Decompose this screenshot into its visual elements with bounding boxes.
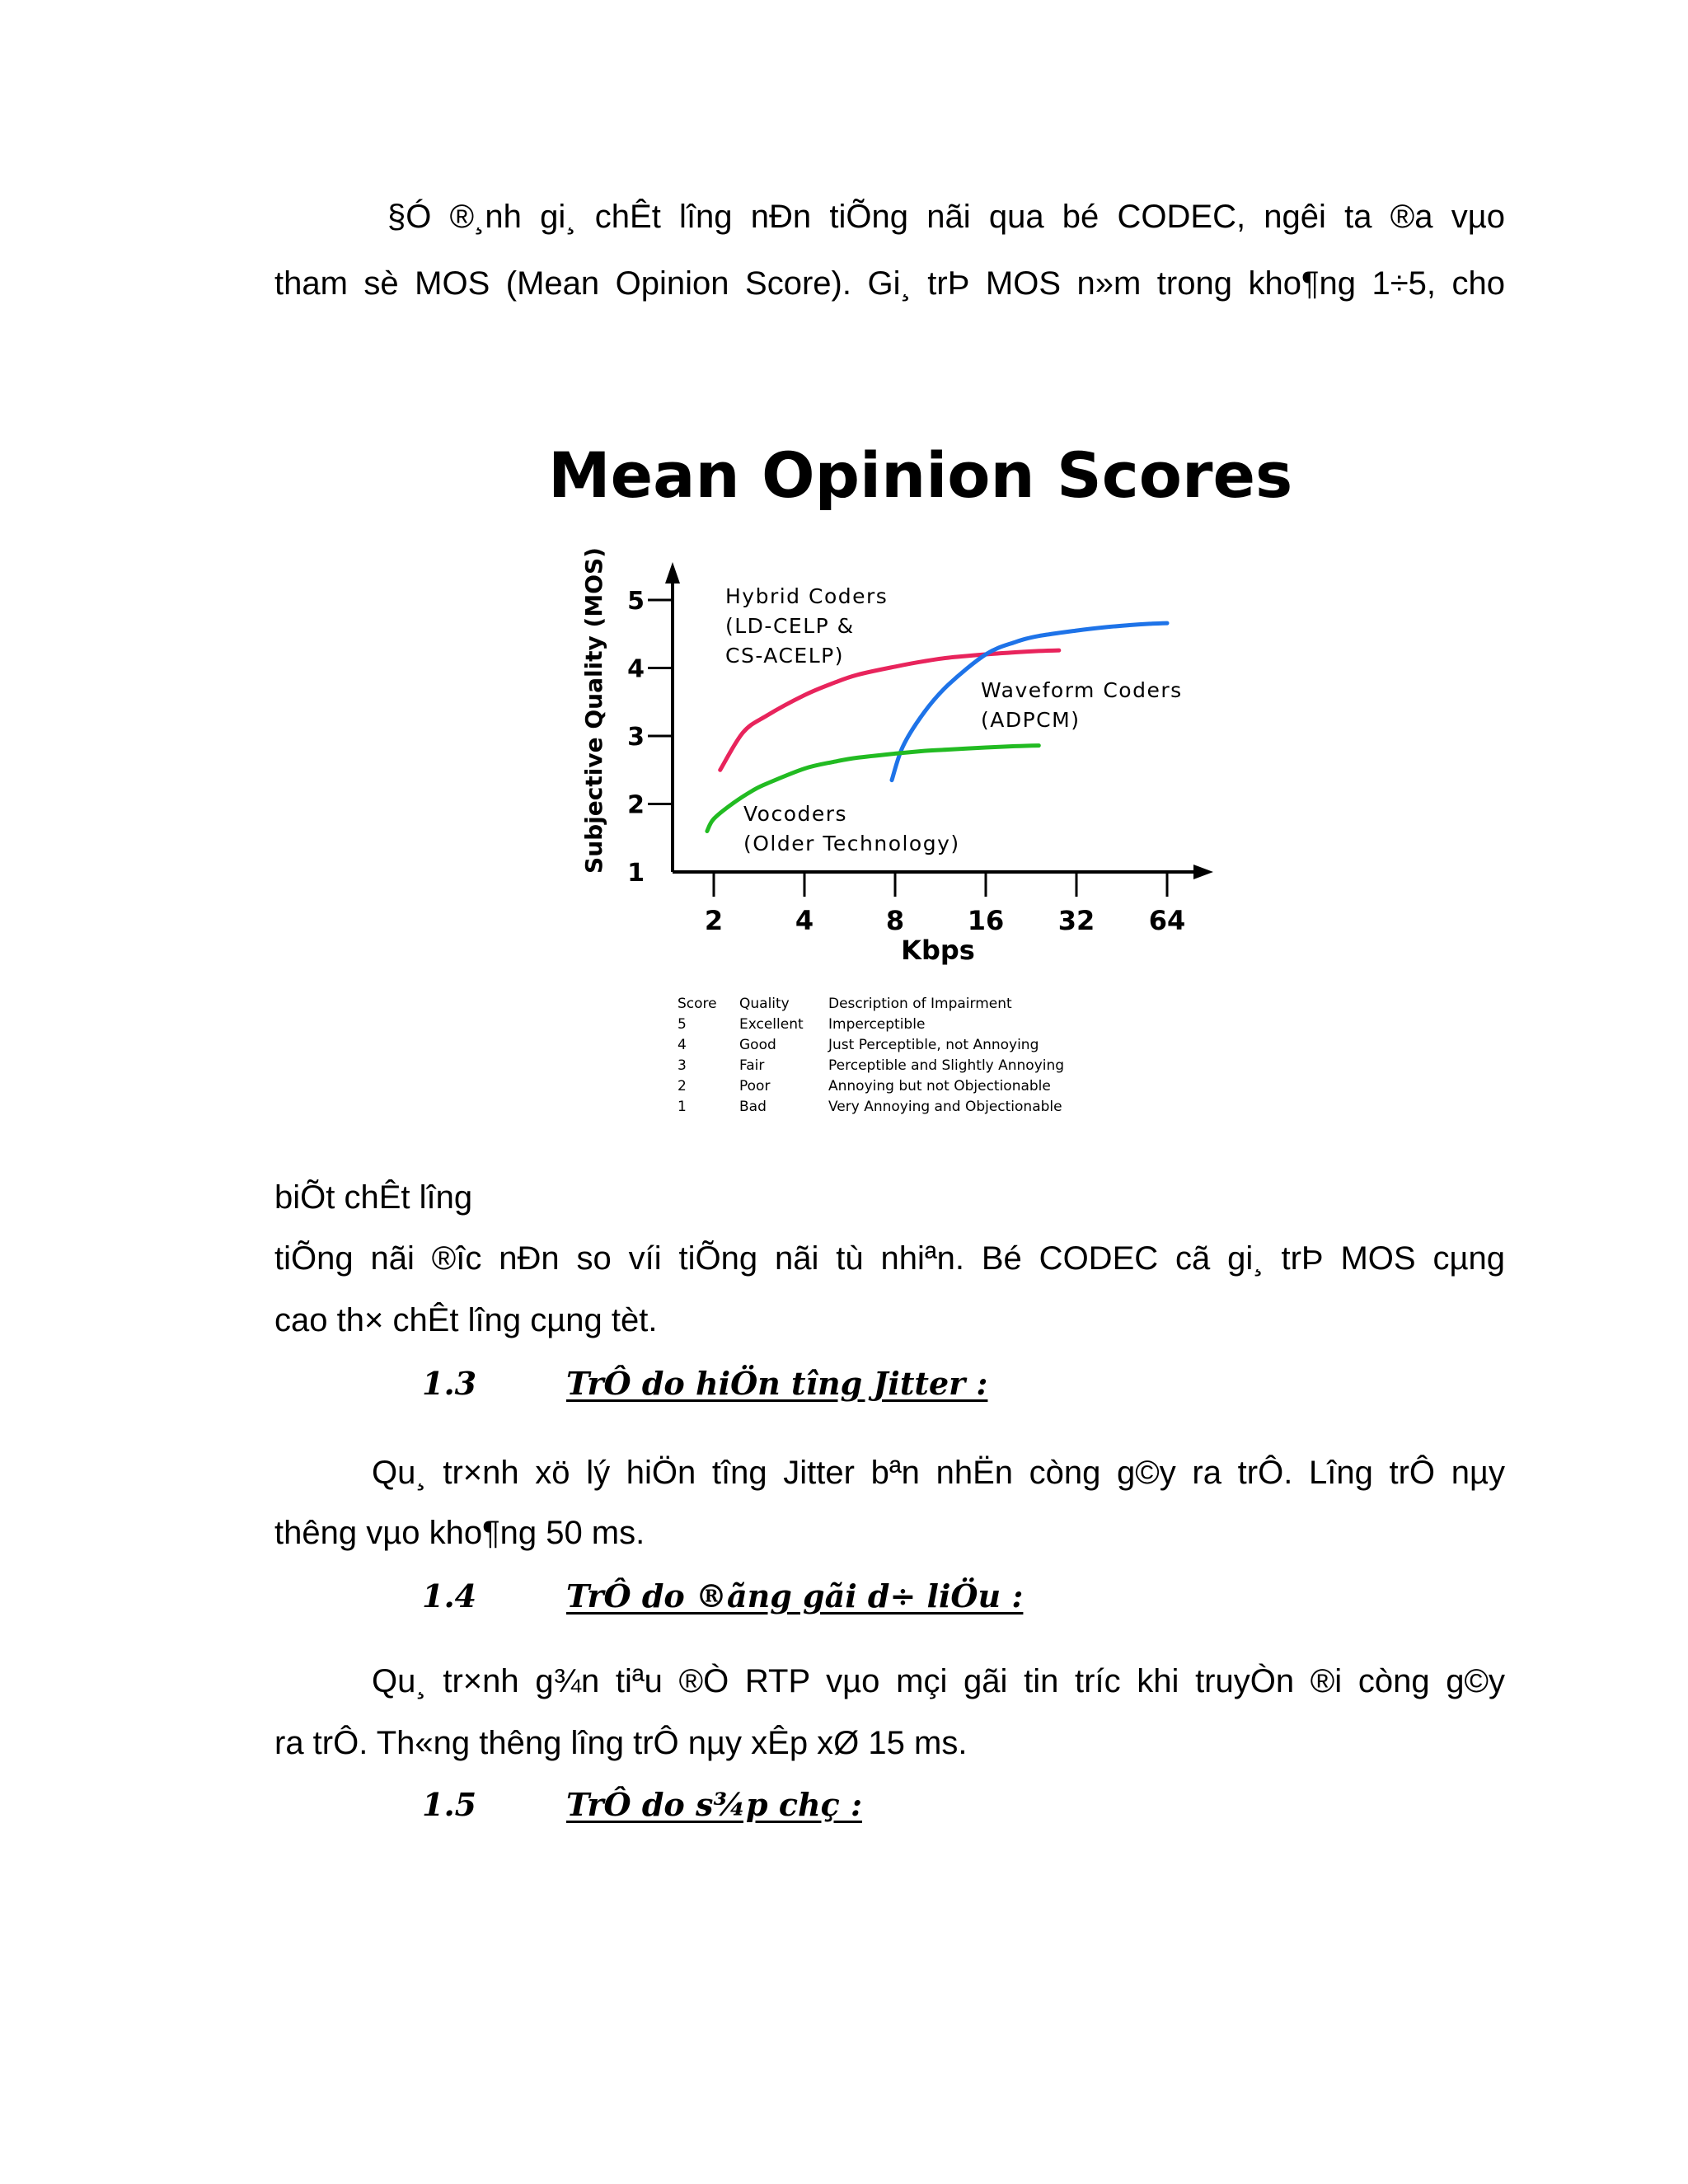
x-tick-label: 32: [1057, 905, 1095, 936]
after-chart-line-3: cao th× chÊt lîng cµng tèt.: [274, 1302, 658, 1338]
legend-cell: Bad: [739, 1099, 767, 1115]
y-axis-label: Subjective Quality (MOS): [580, 547, 607, 874]
section-number: 1.5: [422, 1786, 477, 1823]
x-tick-label: 2: [704, 905, 724, 936]
legend-cell: 4: [678, 1037, 687, 1053]
legend-cell: Very Annoying and Objectionable: [828, 1099, 1062, 1115]
legend-cell: 5: [678, 1016, 687, 1033]
section-number: 1.3: [422, 1365, 477, 1402]
legend-cell: Poor: [739, 1078, 771, 1094]
legend-header-cell: Quality: [739, 996, 790, 1012]
x-tick-label: 8: [885, 905, 905, 936]
legend-cell: Perceptible and Slightly Annoying: [828, 1057, 1065, 1074]
section-heading-1-4: [422, 1577, 1164, 1616]
vocoders-label: Vocoders: [743, 802, 848, 826]
chart-title: Mean Opinion Scores: [548, 438, 1293, 512]
y-tick-label: 5: [627, 587, 645, 616]
mos-chart: [569, 527, 1245, 972]
section-title: TrÔ do s¾p chç :: [566, 1786, 862, 1823]
section-1-3-line-2: thêng vµo kho¶ng 50 ms.: [274, 1515, 645, 1551]
waveform-coders-label: (ADPCM): [981, 708, 1081, 732]
y-tick-label: 2: [627, 790, 645, 820]
legend-cell: Annoying but not Objectionable: [828, 1078, 1051, 1094]
after-chart-line-2: tiÕng nãi ®îc nÐn so víi tiÕng nãi tù nhiªn. Bé CODEC cã gi¸ trÞ MOS cµng: [274, 1240, 1505, 1277]
after-chart-line-1: biÕt chÊt lîng: [274, 1179, 473, 1216]
y-tick-label: 1: [627, 859, 645, 888]
legend-cell: Good: [739, 1037, 776, 1053]
section-1-4-line-2: ra trÔ. Th«ng thêng lîng trÔ nµy xÊp xØ 15 ms.: [274, 1725, 968, 1761]
section-1-4-line-1: Qu¸ tr×nh g¾n tiªu ®Ò RTP vµo mçi gãi tin tríc khi truyÒn ®i còng g©y: [372, 1663, 1505, 1699]
legend-cell: Just Perceptible, not Annoying: [828, 1037, 1039, 1053]
legend-cell: Excellent: [739, 1016, 804, 1033]
legend-header-cell: Description of Impairment: [828, 996, 1012, 1012]
legend-cell: Imperceptible: [828, 1016, 926, 1033]
x-tick-label: 16: [967, 905, 1005, 936]
legend-cell: Fair: [739, 1057, 765, 1074]
x-tick-label: 4: [795, 905, 814, 936]
x-axis-arrow: [1193, 865, 1213, 879]
intro-line-2: tham sè MOS (Mean Opinion Score). Gi¸ trÞ MOS n»m trong kho¶ng 1÷5, cho: [274, 265, 1505, 302]
intro-line-1: §Ó ®¸nh gi¸ chÊt lîng nÐn tiÕng nãi qua bé CODEC, ngêi ta ®a vµo: [387, 199, 1505, 235]
x-axis-label: Kbps: [901, 935, 975, 966]
vocoders-label: (Older Technology): [743, 832, 960, 855]
section-title: TrÔ do hiÖn tîng Jitter :: [566, 1365, 988, 1402]
y-tick-label: 3: [627, 723, 645, 752]
y-axis-arrow: [665, 562, 680, 583]
mos-legend-table: [678, 994, 1106, 1118]
waveform-coders-label: Waveform Coders: [981, 678, 1183, 702]
legend-cell: 1: [678, 1099, 687, 1115]
legend-cell: 2: [678, 1078, 687, 1094]
hybrid-coders-label: CS-ACELP): [725, 644, 844, 668]
section-number: 1.4: [422, 1577, 477, 1615]
section-title: TrÔ do ®ãng gãi d÷ liÖu :: [566, 1577, 1024, 1615]
hybrid-coders-label: (LD-CELP &: [725, 614, 855, 638]
section-1-3-line-1: Qu¸ tr×nh xö lý hiÖn tîng Jitter bªn nhËn còng g©y ra trÔ. Lîng trÔ nµy: [372, 1455, 1505, 1491]
section-heading-1-3: [422, 1364, 1164, 1404]
legend-cell: 3: [678, 1057, 687, 1074]
section-heading-1-5: [422, 1785, 1164, 1825]
legend-header-cell: Score: [678, 996, 717, 1012]
y-tick-label: 4: [627, 654, 645, 684]
x-tick-label: 64: [1148, 905, 1186, 936]
hybrid-coders-label: Hybrid Coders: [725, 584, 889, 608]
